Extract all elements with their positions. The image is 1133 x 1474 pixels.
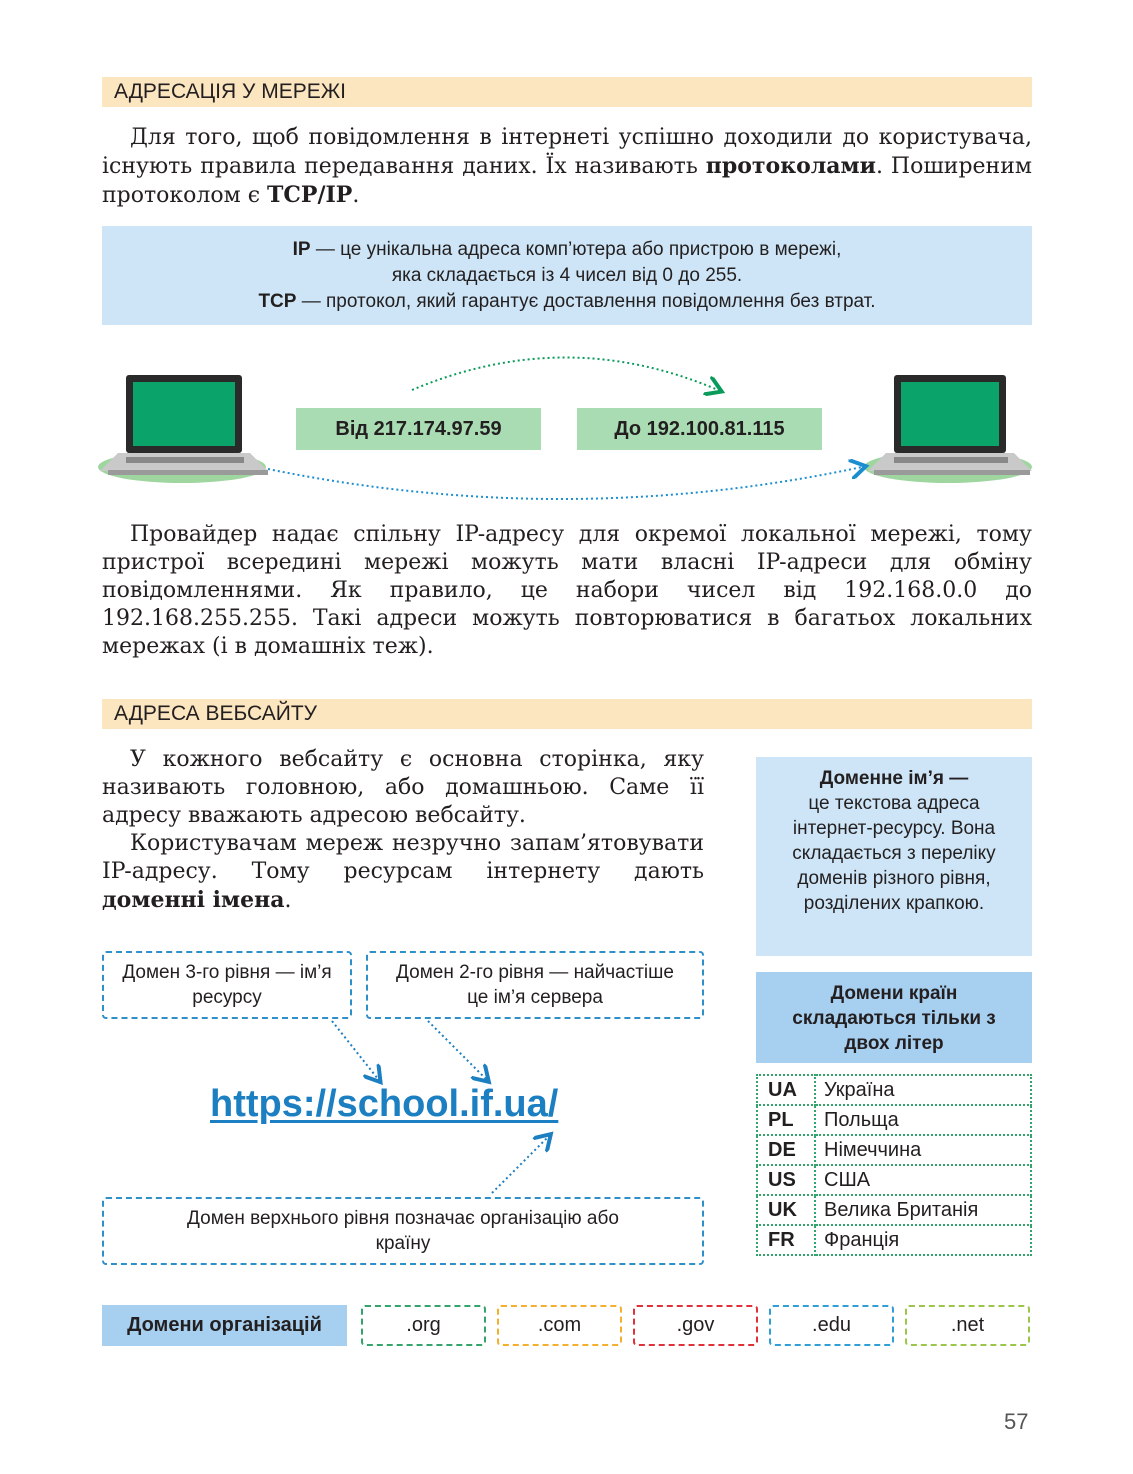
country-domains-table — [756, 1074, 1032, 1256]
country-code: UA — [757, 1075, 815, 1105]
tld-box-org: .org — [361, 1305, 486, 1346]
tcp-term: TCP — [258, 291, 297, 312]
definition-box-ip-tcp: IP — це унікальна адреса комп’ютера або пристрою в мережі, яка складається із 4 чисел від 0 до 255. TCP — протокол, який гарантує доставлення повідомлення без втрат. — [102, 226, 1032, 325]
network-diagram — [96, 345, 1036, 505]
country-code: FR — [757, 1225, 815, 1255]
section-title-website-address: АДРЕСА ВЕБСАЙТУ — [102, 699, 1032, 729]
country-name: Польща — [815, 1105, 1031, 1135]
country-name: Велика Британія — [815, 1195, 1031, 1225]
country-code: DE — [757, 1135, 815, 1165]
country-row-us — [757, 1165, 1031, 1195]
country-code: US — [757, 1165, 815, 1195]
website-paragraph: У кожного вебсайту є основна сторінка, яку називають головною, або домашньою. Саме її адресу вважають адресою вебсайту. Користувачам мереж незручно запам’ятовувати IP-адресу. Тому ресурсам інтернету дають доменні імена. — [102, 747, 704, 913]
to-address-box: До 192.100.81.115 — [577, 408, 822, 450]
intro-paragraph: Для того, щоб повідомлення в інтернеті успішно доходили до користувача, існують правила передавання даних. Їх називають протоколами. Поширеним протоколом є TCP/IP. — [102, 125, 1032, 208]
top-level-domain-box: Домен верхнього рівня позначає організацію або країну — [102, 1197, 704, 1265]
example-url-link[interactable]: https://school.if.ua/ — [210, 1083, 559, 1125]
tld-box-net: .net — [905, 1305, 1030, 1346]
country-row-ua — [757, 1075, 1031, 1105]
provider-paragraph: Провайдер надає спільну IP-адресу для окремої локальної мережі, тому пристрої всередині мережі можуть мати власні IP-адреси для обміну повідомленнями. Як правило, це набори чисел від 192.168.0.0 до 192.168.255.255. Такі адреси можуть повторюватися в багатьох локальних мережах (і в домашніх теж). — [102, 522, 1032, 659]
bold-tcpip: TCP/IP — [267, 182, 353, 208]
laptop-left-icon — [98, 375, 268, 483]
country-row-de — [757, 1135, 1031, 1165]
laptop-right-icon — [864, 375, 1032, 483]
org-domains-label: Домени організацій — [102, 1305, 347, 1346]
domain3-box: Домен 3-го рівня — ім’я ресурсу — [102, 951, 352, 1019]
arrow-blue-bottom — [268, 467, 862, 499]
page-number: 57 — [1004, 1409, 1029, 1434]
tld-box-gov: .gov — [633, 1305, 758, 1346]
tld-box-com: .com — [497, 1305, 622, 1346]
country-name: Франція — [815, 1225, 1031, 1255]
ip-term: IP — [292, 239, 311, 260]
country-name: Україна — [815, 1075, 1031, 1105]
domain2-box: Домен 2-го рівня — найчастіше це ім’я сервера — [366, 951, 704, 1019]
country-name: Німеччина — [815, 1135, 1031, 1165]
country-row-fr — [757, 1225, 1031, 1255]
bold-domain-names: доменні імена — [102, 887, 285, 913]
country-code: UK — [757, 1195, 815, 1225]
country-domains-header: Домени країн складаються тільки з двох літер — [756, 972, 1032, 1063]
section-title-addressing: АДРЕСАЦІЯ У МЕРЕЖІ — [102, 77, 1032, 107]
arrow-green-top — [412, 358, 718, 391]
from-address-box: Від 217.174.97.59 — [296, 408, 541, 450]
bold-protocols: протоколами — [705, 153, 876, 179]
domain-name-term: Доменне ім’я — — [819, 768, 969, 789]
country-name: США — [815, 1165, 1031, 1195]
country-row-pl — [757, 1105, 1031, 1135]
domain-name-definition-box: Доменне ім’я — це текстова адреса інтернет-ресурсу. Вона складається з переліку доменів різного рівня, розділених крапкою. — [756, 757, 1032, 956]
country-row-uk — [757, 1195, 1031, 1225]
tld-box-edu: .edu — [769, 1305, 894, 1346]
country-code: PL — [757, 1105, 815, 1135]
